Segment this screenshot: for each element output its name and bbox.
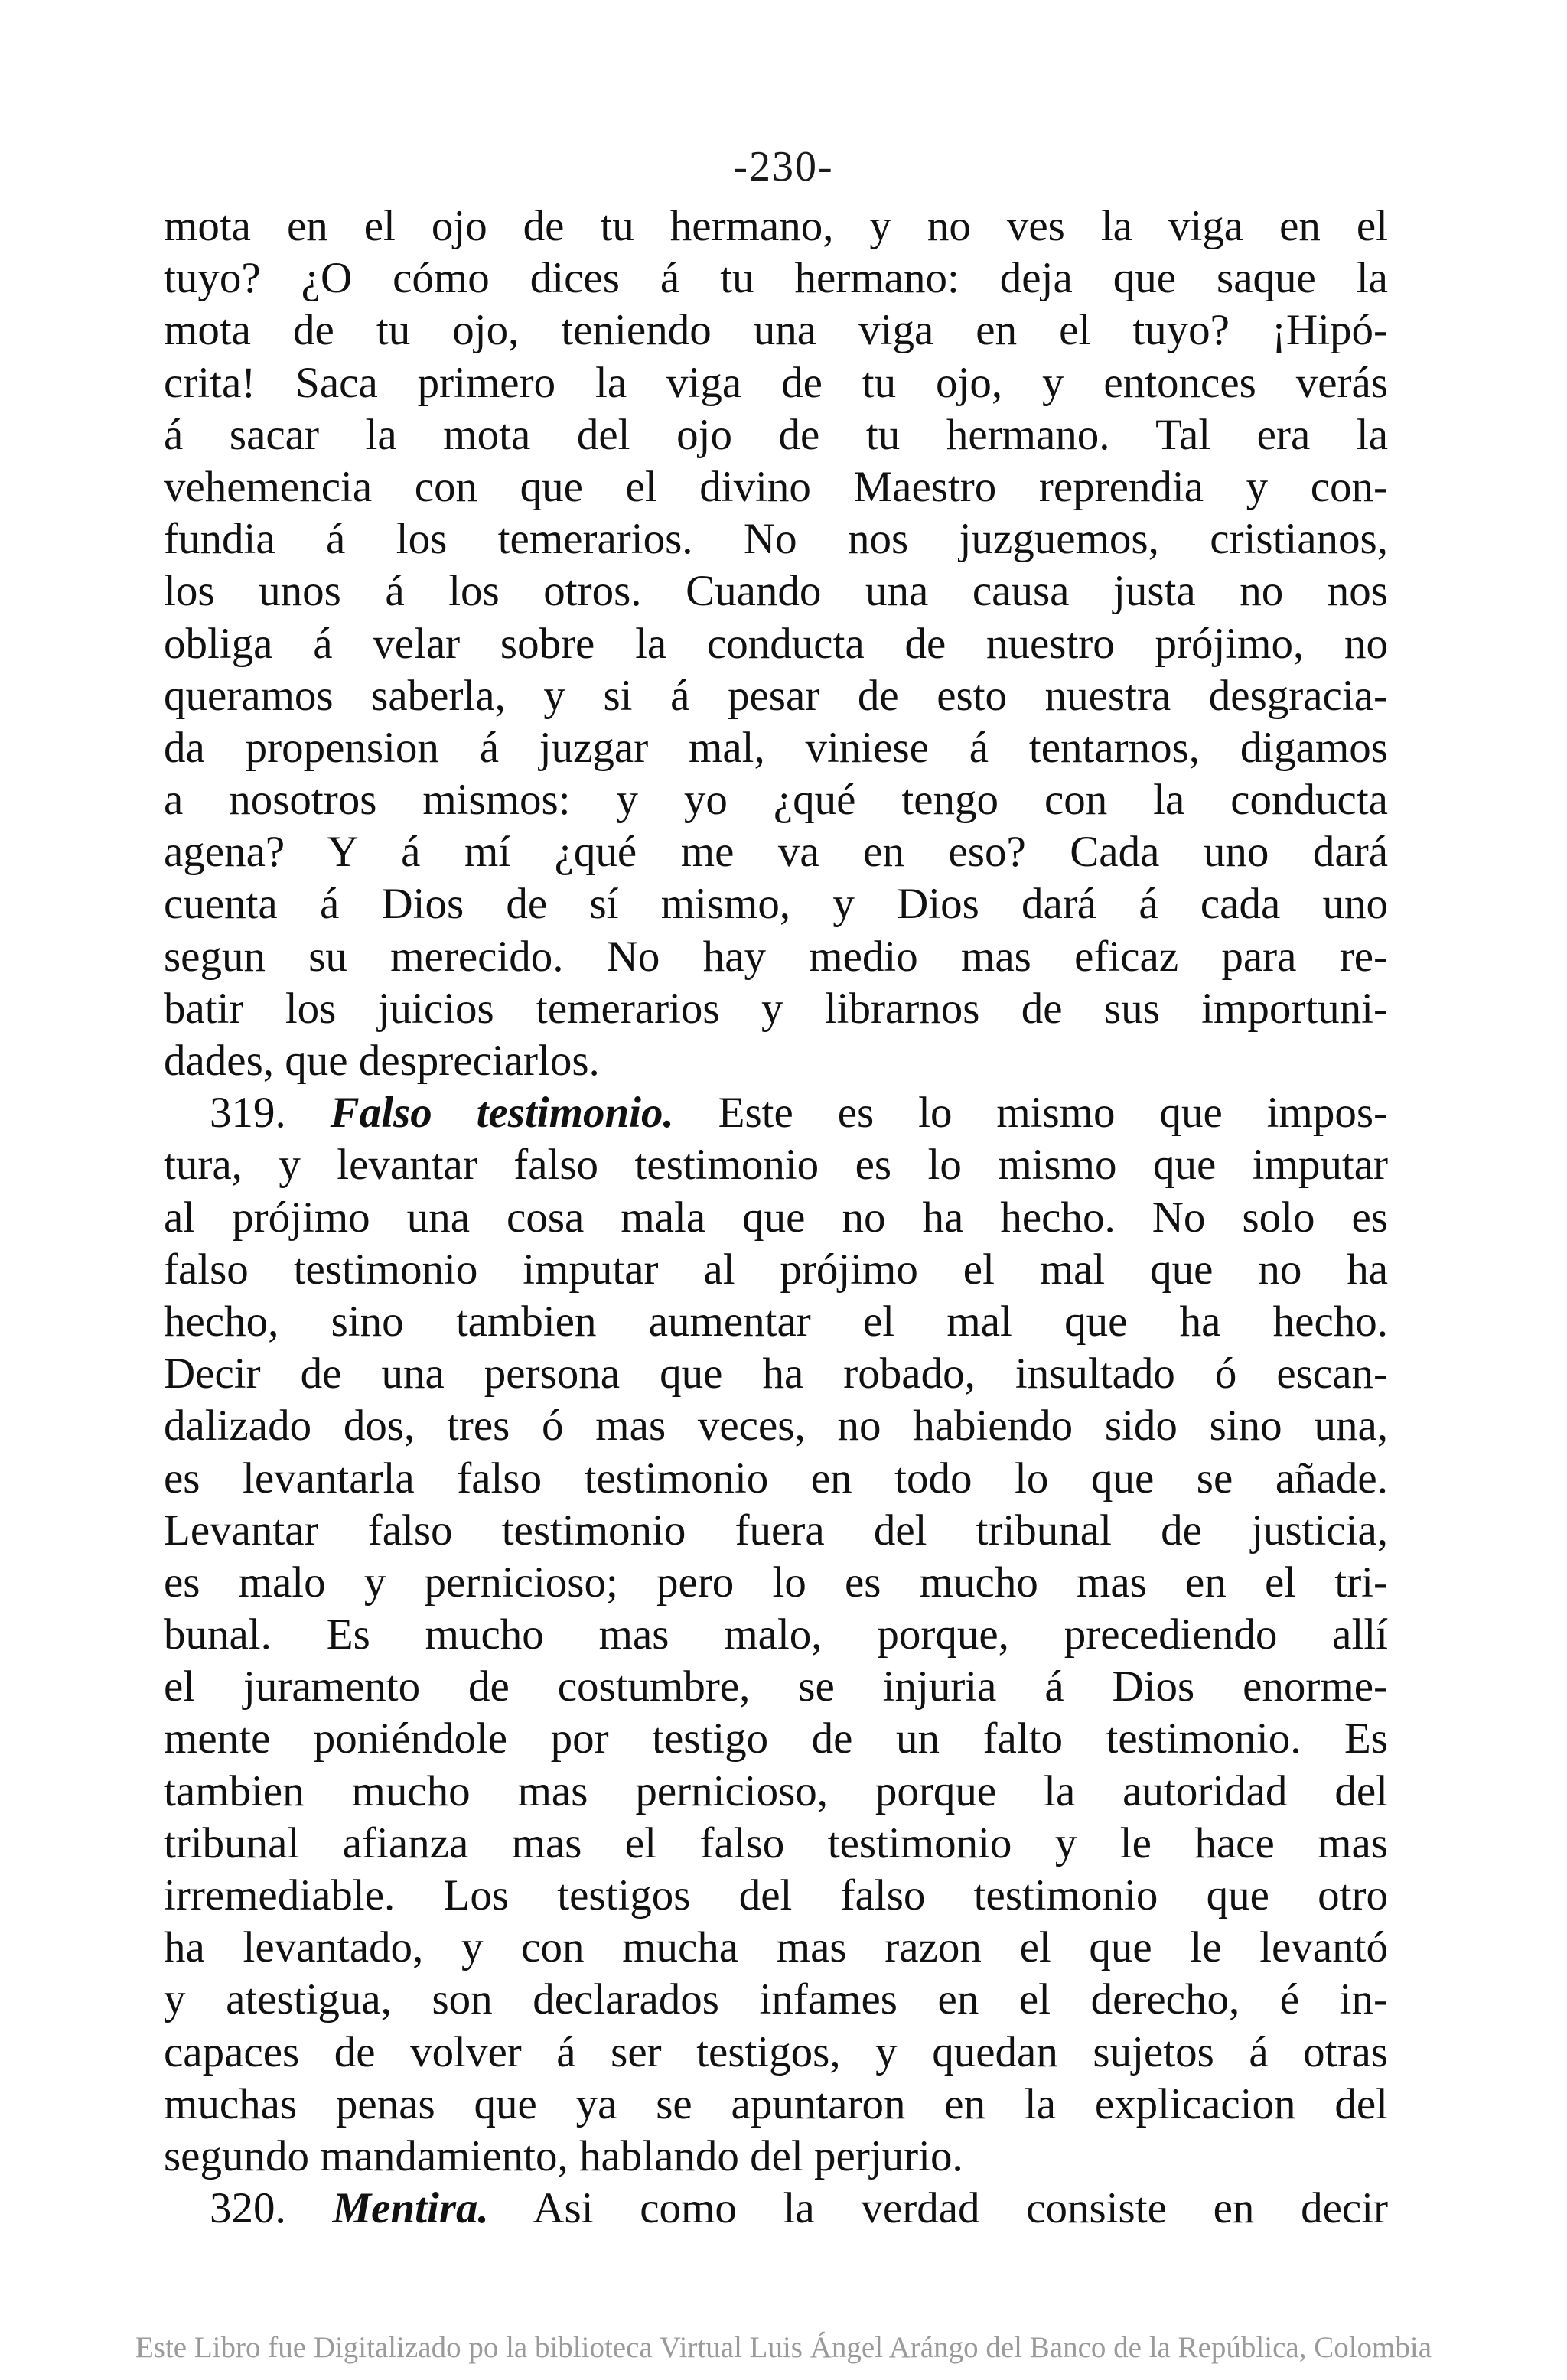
text-line: da propension á juzgar mal, viniese á tentarnos, digamos	[164, 723, 1388, 772]
text-line: queramos saberla, y si á pesar de esto nuestra desgracia-	[164, 671, 1388, 720]
text-line: hecho, sino tambien aumentar el mal que ha hecho.	[164, 1297, 1388, 1346]
text-line: irremediable. Los testigos del falso testimonio que otro	[164, 1871, 1388, 1919]
section-319-first-line	[164, 1087, 1388, 1139]
text-line: batir los juicios temerarios y librarnos de sus importuni-	[164, 984, 1388, 1033]
text-line: fundia á los temerarios. No nos juzguemos, cristianos,	[164, 515, 1388, 564]
body-text	[164, 200, 1388, 2235]
text-line: bunal. Es mucho mas malo, porque, precediendo allí	[164, 1610, 1388, 1659]
text-line: obliga á velar sobre la conducta de nuestro prójimo, no	[164, 619, 1388, 668]
text-line: y atestigua, son declarados infames en el derecho, é in-	[164, 1975, 1388, 2024]
text-line: vehemencia con que el divino Maestro reprendia y con-	[164, 462, 1388, 511]
text-line: capaces de volver á ser testigos, y quedan sujetos á otras	[164, 2027, 1388, 2076]
text-line: tribunal afianza mas el falso testimonio y le hace mas	[164, 1818, 1388, 1867]
text-line: tura, y levantar falso testimonio es lo mismo que imputar	[164, 1141, 1388, 1190]
section-text: Este es lo mismo que impos-	[718, 1089, 1389, 1138]
digitization-footer: Este Libro fue Digitalizado po la biblioteca Virtual Luis Ángel Arángo del Banco de la República, Colombia	[135, 2331, 1432, 2364]
page-number: -230-	[733, 143, 834, 190]
text-line: mota en el ojo de tu hermano, y no ves la viga en el	[164, 202, 1388, 250]
text-line: a nosotros mismos: y yo ¿qué tengo con la conducta	[164, 776, 1388, 825]
text-line: al prójimo una cosa mala que no ha hecho. No solo es	[164, 1193, 1388, 1242]
text-line: los unos á los otros. Cuando una causa justa no nos	[164, 567, 1388, 616]
text-line: Levantar falso testimonio fuera del tribunal de justicia,	[164, 1506, 1388, 1555]
text-line: segun su merecido. No hay medio mas eficaz para re-	[164, 932, 1388, 981]
section-heading: Mentira.	[332, 2184, 489, 2233]
text-line: tambien mucho mas pernicioso, porque la autoridad del	[164, 1766, 1388, 1815]
text-line: es levantarla falso testimonio en todo lo que se añade.	[164, 1454, 1388, 1503]
text-line: dalizado dos, tres ó mas veces, no habiendo sido sino una,	[164, 1402, 1388, 1450]
text-line: cuenta á Dios de sí mismo, y Dios dará á cada uno	[164, 880, 1388, 929]
section-number: 319.	[210, 1089, 286, 1138]
text-line: dades, que despreciarlos.	[164, 1037, 600, 1085]
text-line: segundo mandamiento, hablando del perjurio.	[164, 2131, 963, 2180]
text-line: agena? Y á mí ¿qué me va en eso? Cada uno dará	[164, 828, 1388, 877]
text-line: mente poniéndole por testigo de un falto testimonio. Es	[164, 1714, 1388, 1763]
section-text: Asi como la verdad consiste en decir	[533, 2184, 1389, 2233]
text-line: falso testimonio imputar al prójimo el mal que no ha	[164, 1245, 1388, 1294]
text-line: mota de tu ojo, teniendo una viga en el tuyo? ¡Hipó-	[164, 306, 1388, 355]
section-heading: Falso testimonio.	[330, 1089, 674, 1138]
text-line: crita! Saca primero la viga de tu ojo, y entonces verás	[164, 358, 1388, 407]
text-line: á sacar la mota del ojo de tu hermano. Tal era la	[164, 410, 1388, 459]
text-line: ha levantado, y con mucha mas razon el que le levantó	[164, 1923, 1388, 1972]
text-line: Decir de una persona que ha robado, insultado ó escan-	[164, 1350, 1388, 1398]
text-line: es malo y pernicioso; pero lo es mucho mas en el tri-	[164, 1558, 1388, 1607]
section-320-first-line	[164, 2183, 1388, 2235]
text-line: muchas penas que ya se apuntaron en la explicacion del	[164, 2079, 1388, 2128]
section-number: 320.	[210, 2184, 286, 2233]
text-line: el juramento de costumbre, se injuria á Dios enorme-	[164, 1662, 1388, 1711]
text-line: tuyo? ¿O cómo dices á tu hermano: deja que saque la	[164, 254, 1388, 303]
